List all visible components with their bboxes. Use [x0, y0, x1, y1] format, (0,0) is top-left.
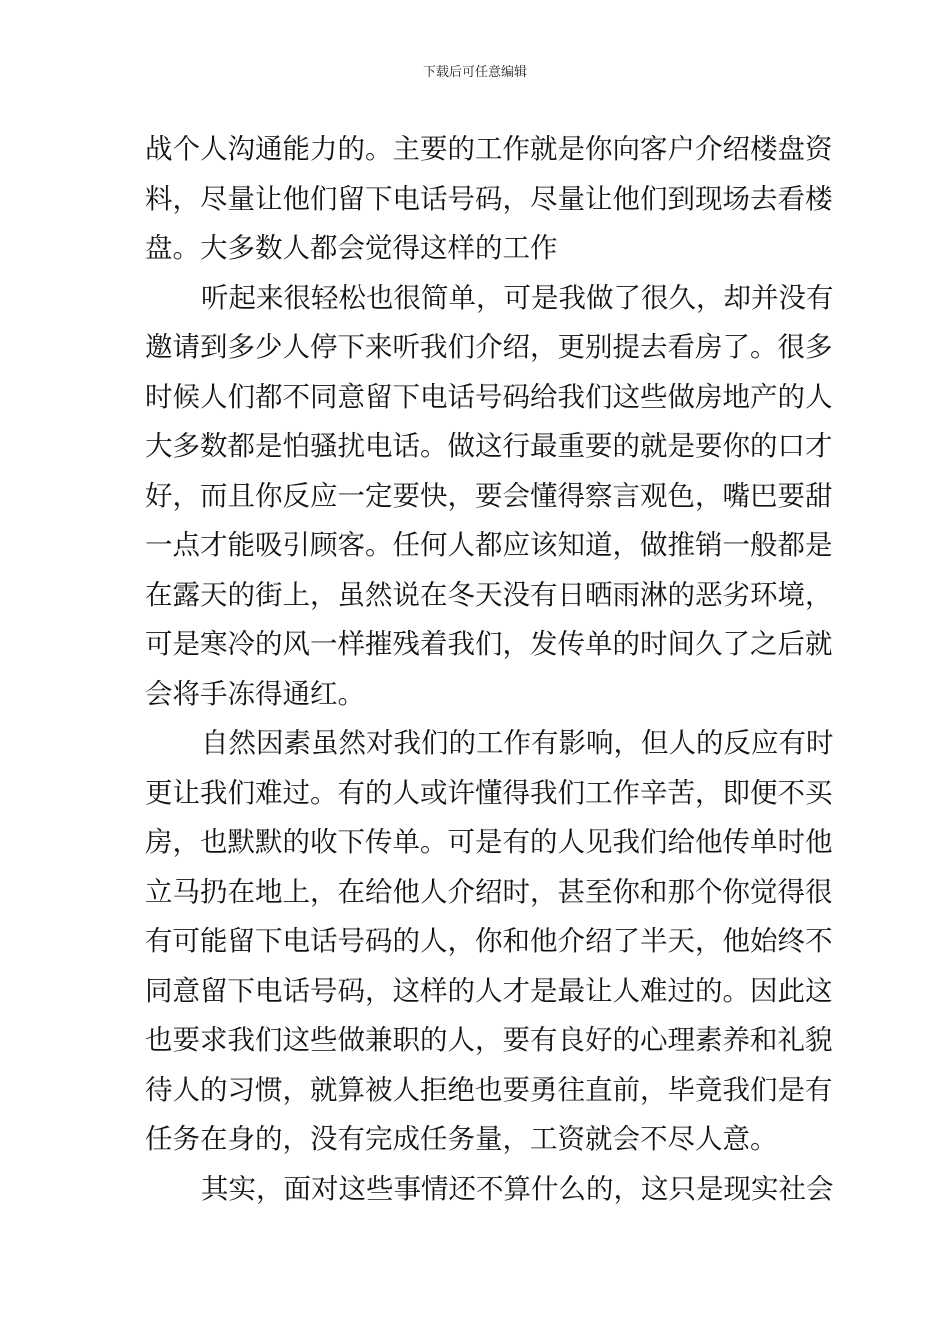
document-body	[145, 125, 834, 1214]
text-line: 盘。大多数人都会觉得这样的工作	[145, 232, 558, 264]
text-line: 大多数都是怕骚扰电话。做这行最重要的就是要你的口才	[145, 430, 833, 462]
text-line: 任务在身的，没有完成任务量，工资就会不尽人意。	[145, 1123, 778, 1155]
text-line: 自然因素虽然对我们的工作有影响，但人的反应有时	[201, 727, 834, 759]
text-line: 也要求我们这些做兼职的人，要有良好的心理素养和礼貌	[145, 1024, 833, 1056]
text-line: 好，而且你反应一定要快，要会懂得察言观色，嘴巴要甜	[145, 479, 833, 512]
paragraph-4	[145, 1165, 834, 1215]
text-line: 同意留下电话号码，这样的人才是最让人难过的。因此这	[145, 974, 833, 1007]
text-line: 在露天的街上，虽然说在冬天没有日晒雨淋的恶劣环境，	[145, 578, 833, 611]
text-line: 时候人们都不同意留下电话号码给我们这些做房地产的人	[145, 380, 833, 413]
paragraph-1	[145, 125, 833, 274]
text-line: 听起来很轻松也很简单，可是我做了很久，却并没有	[201, 281, 834, 314]
text-line: 一点才能吸引顾客。任何人都应该知道，做推销一般都是	[145, 529, 833, 561]
text-line: 其实，面对这些事情还不算什么的，这只是现实社会	[201, 1172, 834, 1205]
text-line: 战个人沟通能力的。主要的工作就是你向客户介绍楼盘资	[145, 133, 833, 165]
text-line: 会将手冻得通红。	[145, 677, 365, 710]
text-line: 可是寒冷的风一样摧残着我们，发传单的时间久了之后就	[145, 628, 833, 660]
text-line: 房，也默默的收下传单。可是有的人见我们给他传单时他	[145, 826, 833, 858]
text-line: 有可能留下电话号码的人，你和他介绍了半天，他始终不	[145, 925, 833, 957]
paragraph-2	[145, 274, 834, 720]
text-line: 邀请到多少人停下来听我们介绍，更别提去看房了。很多	[145, 331, 833, 363]
text-line: 更让我们难过。有的人或许懂得我们工作辛苦，即便不买	[145, 776, 833, 809]
paragraph-3	[145, 719, 834, 1165]
text-line: 立马扔在地上，在给他人介绍时，甚至你和那个你觉得很	[145, 875, 833, 908]
text-line: 料，尽量让他们留下电话号码，尽量让他们到现场去看楼	[145, 182, 833, 215]
text-line: 待人的习惯，就算被人拒绝也要勇往直前，毕竟我们是有	[145, 1073, 833, 1106]
page-header: 下载后可任意编辑	[422, 65, 527, 80]
